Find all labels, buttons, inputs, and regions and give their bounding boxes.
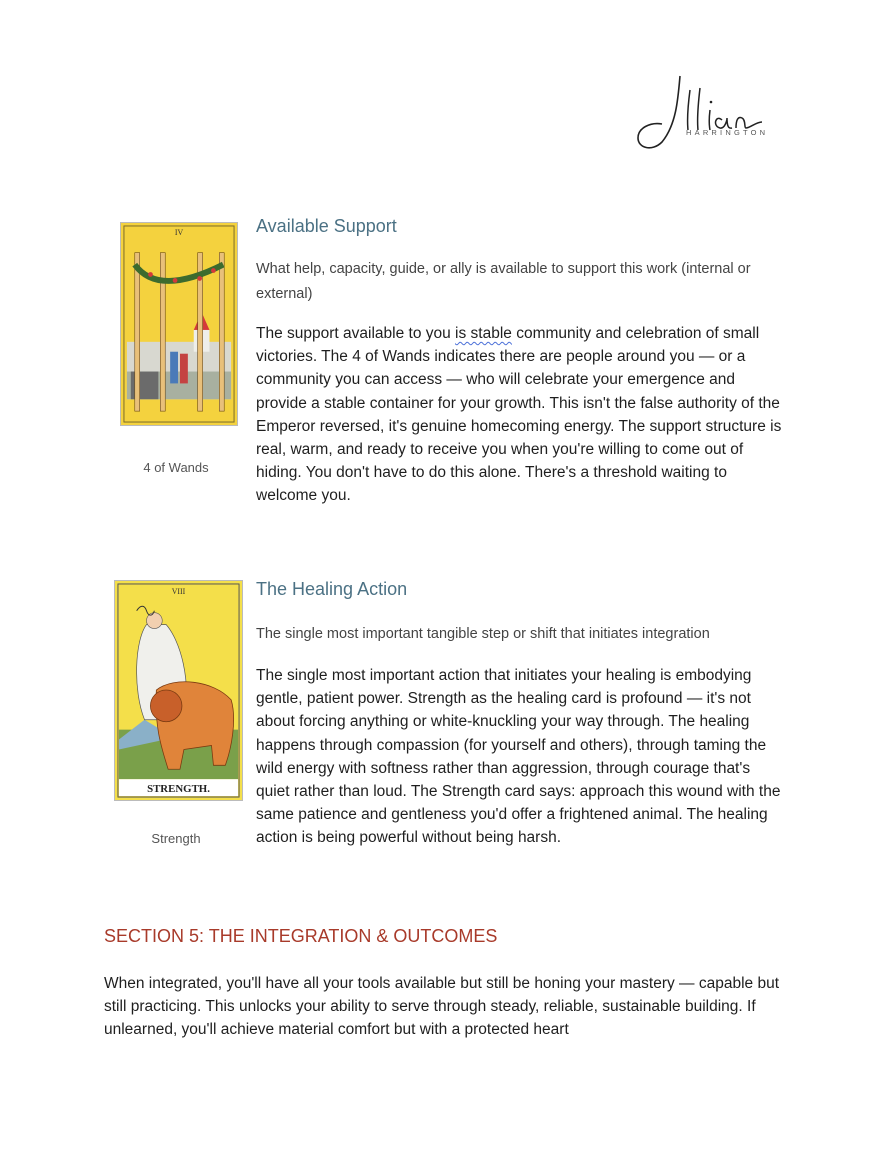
body-text-start: The support available to you bbox=[256, 325, 456, 342]
healing-action-block bbox=[256, 579, 786, 850]
card-numeral: VIII bbox=[171, 586, 186, 596]
four-of-wands-caption: 4 of Wands bbox=[143, 460, 209, 475]
available-support-body bbox=[256, 322, 786, 508]
strength-caption: Strength bbox=[151, 831, 201, 846]
four-of-wands-card-image bbox=[120, 222, 238, 426]
available-support-prompt: What help, capacity, guide, or ally is available to support this work (internal or external) bbox=[256, 261, 751, 302]
available-support-block bbox=[256, 216, 786, 508]
card-label: STRENGTH. bbox=[147, 783, 210, 796]
signature-logo bbox=[632, 70, 782, 155]
section-5-heading: SECTION 5: THE INTEGRATION & OUTCOMES bbox=[104, 926, 498, 946]
brand-logo bbox=[632, 70, 782, 155]
healing-action-body: The single most important action that initiates your healing is embodying gentle, patient power. Strength as the healing card is profound — it's not about forcing anything or white-knuckling your way through. The healing happens through compassion (for yourself and others), through taming the wild energy with softness rather than aggression, through courage that's quiet rather than loud. The Strength card says: approach this wound with the same patience and gentleness you'd offer a frightened animal. The healing action is being powerful without being harsh. bbox=[256, 667, 781, 847]
card-numeral: IV bbox=[174, 227, 184, 237]
strength-card-image bbox=[114, 580, 243, 801]
logo-subtitle: HARRINGTON bbox=[686, 128, 769, 137]
section-5-body: When integrated, you'll have all your tools available but still be honing your mastery — capable but still practicing. This unlocks your ability to serve through steady, reliable, sustainable building. If unlearned, you'll achieve material comfort but with a protected heart bbox=[104, 975, 780, 1039]
healing-action-prompt: The single most important tangible step or shift that initiates integration bbox=[256, 626, 710, 642]
body-text-rest: community and celebration of small victories. The 4 of Wands indicates there are people around you — or a community you can access — who will celebrate your emergence and provide a stable container for your growth. This isn't the false authority of the Emperor reversed, it's genuine homecoming energy. The support structure is real, warm, and ready to receive you when you're willing to come out of hiding. You don't have to do this alone. There's a threshold waiting to welcome you. bbox=[256, 325, 782, 505]
healing-action-title: The Healing Action bbox=[256, 579, 408, 599]
spellcheck-underlined-text: is stable bbox=[455, 325, 512, 342]
available-support-title: Available Support bbox=[256, 216, 397, 236]
